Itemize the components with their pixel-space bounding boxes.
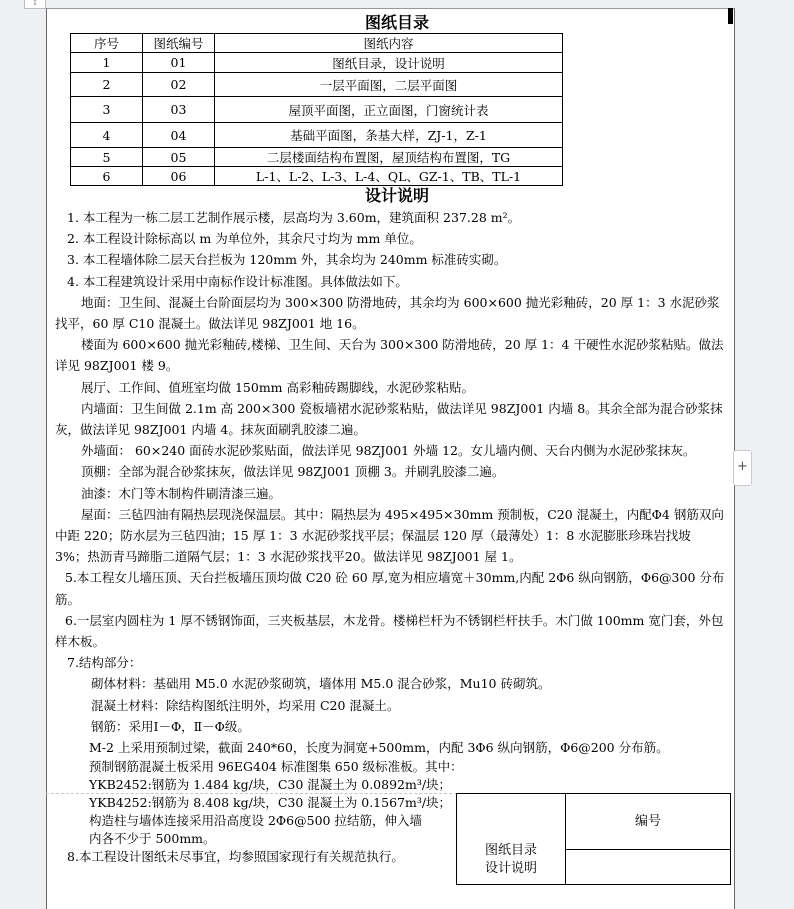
note-line: 屋面：三毡四油有隔热层现浇保温层。其中：隔热层为 495×495×30mm 预制板，C20 混凝土，内配Φ4 钢筋双向中距 220；防水层为三毡四油；15 厚 1：3 水泥砂浆找平层；保温层 120 厚（最薄处）1：8 水泥膨胀珍珠岩找坡 3%；热沥青马蹄脂二道隔气层；1：3 水泥砂浆找平20。做法详见 98ZJ001 屋 1。 <box>55 506 724 565</box>
note-line: 8.本工程设计图纸未尽事宜，均参照国家现行有关规范执行。 <box>67 849 404 865</box>
note-line: 2. 本工程设计除标高以 m 为单位外，其余尺寸均为 mm 单位。 <box>67 231 422 247</box>
toc-cell-no: 2 <box>71 73 143 97</box>
toc-header-no: 序号 <box>71 34 143 53</box>
title-block-name <box>457 794 566 884</box>
toc-header-content: 图纸内容 <box>215 34 563 53</box>
note-line: 钢筋：采用Ⅰ－Φ，Ⅱ－Φ级。 <box>91 718 250 734</box>
note-line: 1. 本工程为一栋二层工艺制作展示楼，层高均为 3.60m，建筑面积 237.28 m²。 <box>67 210 521 225</box>
title-block-name-line2: 设计说明 <box>484 861 537 876</box>
note-line: 5.本工程女儿墙压顶、天台拦板墙压顶均做 C20 砼 60 厚,宽为相应墙宽＋30mm,内配 2Φ6 纵向钢筋，Φ6@300 分布筋。 <box>55 570 725 607</box>
note-line: 6.一层室内圆柱为 1 厚不锈钢饰面，三夹板基层，木龙骨。楼梯栏杆为不锈钢栏杆扶手。木门做 100mm 宽门套，外包样木板。 <box>55 612 724 650</box>
drag-handle-icon[interactable]: ↕ <box>24 0 46 9</box>
toc-cell-content: 一层平面图，二层平面图 <box>215 73 563 97</box>
note-line: 7.结构部分： <box>67 655 142 671</box>
note-line: 砌体材料：基础用 M5.0 水泥砂浆砌筑，墙体用 M5.0 混合砂浆，Mu10 砖砌筑。 <box>91 676 551 692</box>
note-line: 内各不少于 500mm。 <box>89 831 216 847</box>
note-line: YKB2452:钢筋为 1.484 kg/块，C30 混凝土为 0.0892m³/块； <box>89 777 452 793</box>
toc-table <box>70 33 563 186</box>
toc-cell-content: L-1、L-2、L-3、L-4、QL、GZ-1、TB、TL-1 <box>215 167 563 186</box>
toc-cell-content: 二层楼面结构布置图，屋顶结构布置图，TG <box>215 148 563 167</box>
toc-header-code: 图纸编号 <box>143 34 215 53</box>
table-row <box>71 148 563 167</box>
toc-cell-code: 04 <box>143 123 215 148</box>
table-row <box>71 73 563 97</box>
title-block-name-line1: 图纸目录 <box>484 843 537 858</box>
toc-cell-code: 06 <box>143 167 215 186</box>
note-line: 顶棚：全部为混合砂浆抹灰，做法详见 98ZJ001 顶棚 3。并刷乳胶漆二遍。 <box>81 464 505 480</box>
toc-cell-code: 03 <box>143 97 215 123</box>
design-title: 设计说明 <box>364 186 429 205</box>
toc-cell-no: 1 <box>71 53 143 73</box>
toc-cell-no: 5 <box>71 148 143 167</box>
design-notes <box>55 207 727 866</box>
toc-cell-content: 图纸目录，设计说明 <box>215 53 563 73</box>
toc-header-row <box>71 34 563 53</box>
note-line: 4. 本工程建筑设计采用中南标作设计标准图。具体做法如下。 <box>67 273 408 289</box>
title-block-number-label: 编号 <box>566 794 730 850</box>
toc-cell-no: 4 <box>71 123 143 148</box>
note-line: 内墙面：卫生间做 2.1m 高 200×300 瓷板墙裙水泥砂浆粘贴，做法详见 98ZJ001 内墙 8。其余全部为混合砂浆抹灰，做法详见 98ZJ001 内墙 4。抹灰面刷乳胶漆二遍。 <box>55 400 723 438</box>
note-line: 混凝土材料：除结构图纸注明外，均采用 C20 混凝土。 <box>91 697 400 713</box>
note-line: 油漆：木门等木制构件刷清漆三遍。 <box>81 485 282 501</box>
add-button[interactable]: + <box>733 450 752 486</box>
note-line: 预制钢筋混凝土板采用 96EG404 标准图集 650 级标准板。其中： <box>89 759 463 775</box>
toc-cell-content: 基础平面图，条基大样，ZJ-1，Z-1 <box>215 123 563 148</box>
note-line: M-2 上采用预制过梁，截面 240*60，长度为洞宽+500mm，内配 3Φ6 纵向钢筋，Φ6@200 分布筋。 <box>89 740 669 756</box>
toc-cell-code: 01 <box>143 53 215 73</box>
toc-cell-no: 6 <box>71 167 143 186</box>
note-line: 3. 本工程墙体除二层天台拦板为 120mm 外，其余均为 240mm 标准砖实砌。 <box>67 252 507 268</box>
toc-cell-code: 05 <box>143 148 215 167</box>
table-row <box>71 97 563 123</box>
note-line: 地面：卫生间、混凝土台阶面层均为 300×300 防滑地砖，其余均为 600×600 抛光彩釉砖，20 厚 1：3 水泥砂浆找平，60 厚 C10 混凝土。做法详见 98ZJ001 地 16。 <box>55 294 720 332</box>
title-block <box>456 793 731 885</box>
toc-cell-content: 屋顶平面图，正立面图，门窗统计表 <box>215 97 563 123</box>
note-line: 楼面为 600×600 抛光彩釉砖,楼梯、卫生间、天台为 300×300 防滑地砖，20 厚 1：4 干硬性水泥砂浆粘贴。做法详见 98ZJ001 楼 9。 <box>55 337 724 374</box>
toc-cell-code: 02 <box>143 73 215 97</box>
note-line: YKB4252:钢筋为 8.408 kg/块，C30 混凝土为 0.1567m³/块； <box>89 795 452 811</box>
note-line: 构造柱与墙体连接采用沿高度设 2Φ6@500 拉结筋，伸入墙 <box>89 813 422 829</box>
note-line: 外墙面： 60×240 面砖水泥砂浆贴面，做法详见 98ZJ001 外墙 12。女儿墙内侧、天台内侧为水泥砂浆抹灰。 <box>81 443 696 459</box>
table-row <box>71 123 563 148</box>
toc-cell-no: 3 <box>71 97 143 123</box>
table-row <box>71 53 563 73</box>
note-line: 展厅、工作间、值班室均做 150mm 高彩釉砖踢脚线，水泥砂浆粘贴。 <box>81 379 475 395</box>
divider <box>46 793 457 794</box>
toc-title: 图纸目录 <box>364 13 429 32</box>
